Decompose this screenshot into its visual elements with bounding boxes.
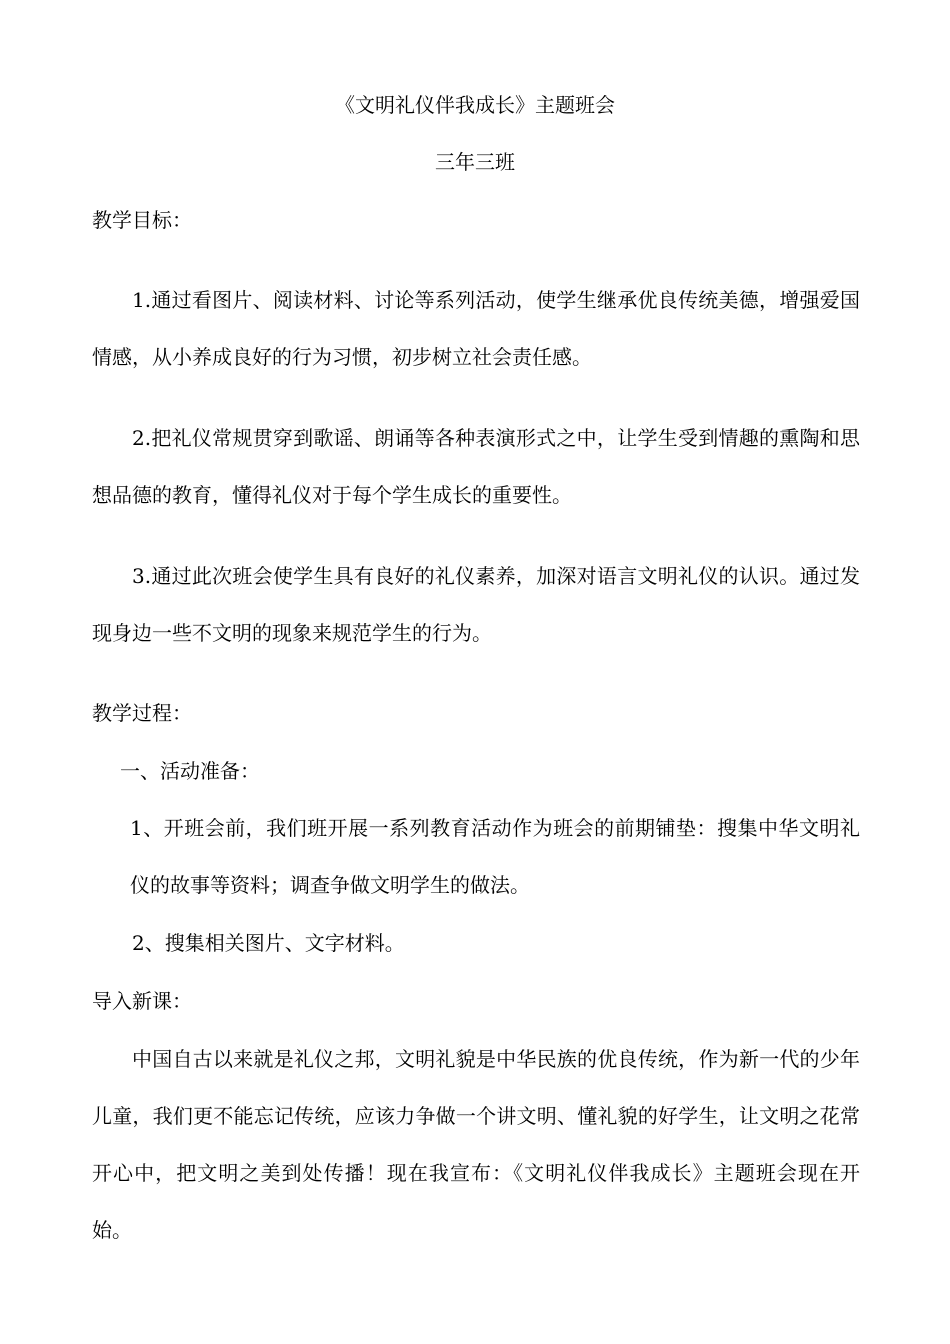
class-name: 三年三班 xyxy=(435,150,515,174)
preparation-item-1: 1、开班会前，我们班开展一系列教育活动作为班会的前期铺垫：搜集中华文明礼仪的故事等资料；调查争做文明学生的做法。 xyxy=(130,816,860,897)
objective-item-1: 1.通过看图片、阅读材料、讨论等系列活动，使学生继承优良传统美德，增强爱国情感，从小养成良好的行为习惯，初步树立社会责任感。 xyxy=(92,288,860,369)
introduction-heading: 导入新课： xyxy=(92,989,192,1013)
process-heading: 教学过程： xyxy=(92,701,192,725)
objective-item-2: 2.把礼仪常规贯穿到歌谣、朗诵等各种表演形式之中，让学生受到情趣的熏陶和思想品德的教育，懂得礼仪对于每个学生成长的重要性。 xyxy=(92,426,860,507)
preparation-item-2: 2、搜集相关图片、文字材料。 xyxy=(132,931,405,955)
introduction-body: 中国自古以来就是礼仪之邦，文明礼貌是中华民族的优良传统，作为新一代的少年儿童，我们更不能忘记传统，应该力争做一个讲文明、懂礼貌的好学生，让文明之花常开心中，把文明之美到处传播！现在我宣布：《文明礼仪伴我成长》主题班会现在开始。 xyxy=(92,1047,860,1242)
objectives-heading: 教学目标： xyxy=(92,208,192,232)
preparation-heading: 一、活动准备： xyxy=(120,759,260,783)
objective-item-3: 3.通过此次班会使学生具有良好的礼仪素养，加深对语言文明礼仪的认识。通过发现身边一些不文明的现象来规范学生的行为。 xyxy=(92,564,860,645)
document-title: 《文明礼仪伴我成长》主题班会 xyxy=(335,93,615,117)
